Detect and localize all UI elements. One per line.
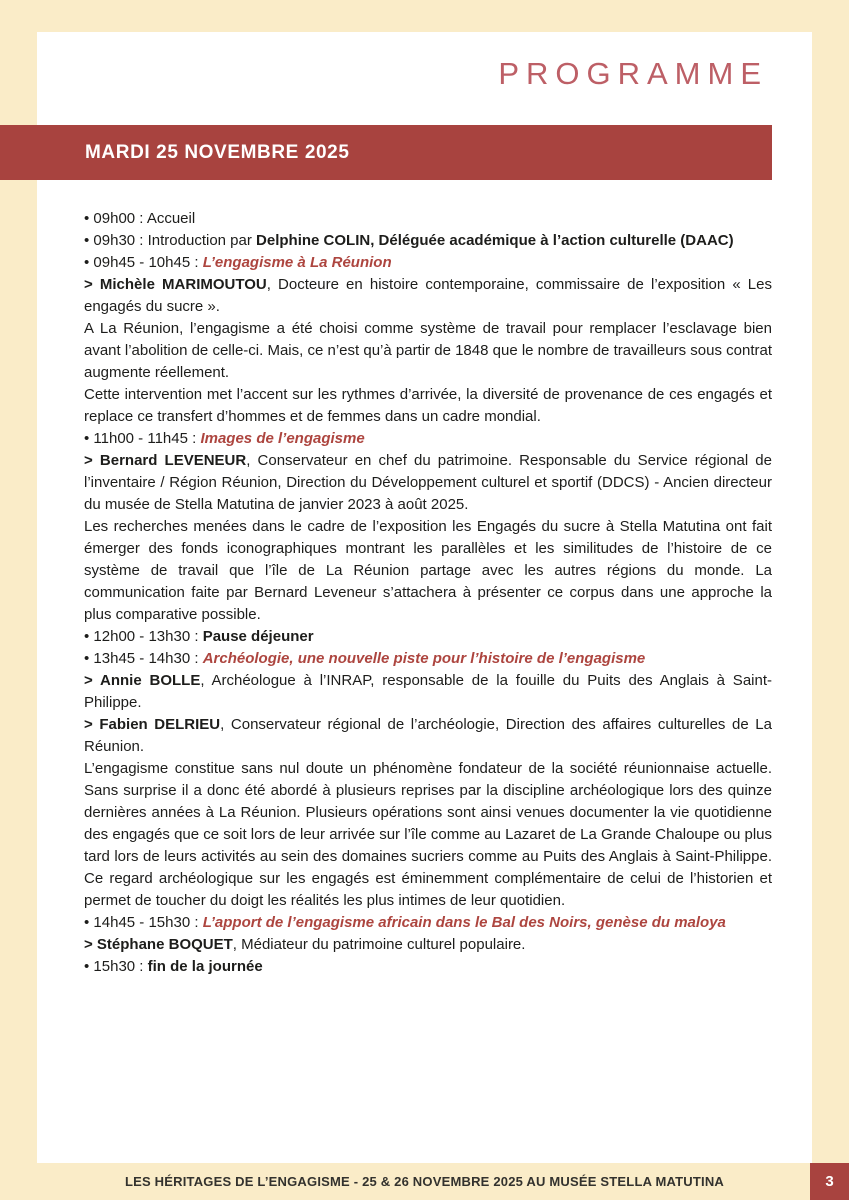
- speaker-role: , Conservateur en chef du patrimoine. Responsable du Service régional de l’inventaire / Région Réunion, Direction du Développement culturel et sportif (DDCS) - Ancien directeur du musée de Stella Matutina de janvier 2023 à août 2025.: [84, 452, 772, 513]
- session-1100-heading: [84, 428, 772, 450]
- schedule-item-1530: [84, 956, 772, 978]
- session-title: L’engagisme à La Réunion: [202, 254, 392, 271]
- session-title: L’apport de l’engagisme africain dans le Bal des Noirs, genèse du maloya: [202, 914, 726, 931]
- session-0945-paragraph: A La Réunion, l’engagisme a été choisi comme système de travail pour remplacer l’esclavage bien avant l’abolition de celle-ci. Mais, ce n’est qu’à partir de 1848 que le nombre de travailleurs sous contrat augmente réellement.: [84, 320, 772, 381]
- schedule-item-0900: [84, 208, 772, 230]
- session-1345-speaker: [84, 714, 772, 758]
- session-1100-speaker: [84, 450, 772, 516]
- item-label: fin de la journée: [147, 958, 263, 975]
- session-time: • 14h45 - 15h30 :: [84, 914, 203, 931]
- session-1345-heading: [84, 648, 772, 670]
- item-speaker-bold: Delphine COLIN, Déléguée académique à l’action culturelle (DAAC): [256, 232, 734, 249]
- page-number-badge: 3: [810, 1163, 849, 1200]
- session-title: Archéologie, une nouvelle piste pour l’histoire de l’engagisme: [202, 650, 646, 667]
- speaker-name: > Annie BOLLE: [84, 672, 201, 689]
- speaker-name: > Michèle MARIMOUTOU: [84, 276, 267, 293]
- session-1345-paragraph: L’engagisme constitue sans nul doute un phénomène fondateur de la société réunionnaise actuelle. Sans surprise il a donc été abordé à plusieurs reprises par la discipline archéologique lors des quinze dernières années à La Réunion. Plusieurs opérations sont ainsi venues documenter la vie quotidienne des engagés que ce soit lors de leur arrivée sur l’île comme au Lazaret de La Grande Chaloupe ou plus tard lors de leurs activités au sein des domaines sucriers comme au Puits des Anglais à Saint-Philippe. Ce regard archéologique sur les engagés est éminemment complémentaire de celui de l’historien et permet de toucher du doigt les réalités les plus intimes de leur quotidien.: [84, 760, 772, 909]
- item-time: • 15h30 :: [84, 958, 148, 975]
- session-1445-speaker: [84, 934, 772, 956]
- item-time: • 12h00 - 13h30 :: [84, 628, 203, 645]
- speaker-role: , Docteure en histoire contemporaine, commissaire de l’exposition « Les engagés du sucre ».: [84, 276, 772, 315]
- speaker-name: > Fabien DELRIEU: [84, 716, 221, 733]
- day-banner-label: MARDI 25 NOVEMBRE 2025: [85, 142, 350, 163]
- session-1345-speaker: [84, 670, 772, 714]
- item-label: Accueil: [146, 210, 196, 227]
- item-time: • 09h00 :: [84, 210, 147, 227]
- speaker-name: > Bernard LEVENEUR: [84, 452, 247, 469]
- schedule-item-1200: [84, 626, 772, 648]
- session-1100-paragraph: Les recherches menées dans le cadre de l’exposition les Engagés du sucre à Stella Matutina ont fait émerger des fonds iconographiques montrant les parallèles et les similitudes de l’histoire de ce système de travail que l’île de La Réunion partage avec les autres régions du monde. La communication faite par Bernard Leveneur s’attachera à présenter ce corpus dans une approche la plus comparative possible.: [84, 518, 772, 623]
- session-0945-speaker: [84, 274, 772, 318]
- speaker-role: , Archéologue à l’INRAP, responsable de la fouille du Puits des Anglais à Saint-Philippe.: [84, 672, 772, 711]
- session-0945-paragraph: Cette intervention met l’accent sur les rythmes d’arrivée, la diversité de provenance de ces engagés et replace ce transfert d’hommes et de femmes dans un cadre mondial.: [84, 386, 772, 425]
- footer-bar: [0, 1163, 849, 1200]
- item-label: Pause déjeuner: [202, 628, 314, 645]
- page-sheet: [37, 32, 812, 1163]
- session-time: • 09h45 - 10h45 :: [84, 254, 203, 271]
- session-time: • 11h00 - 11h45 :: [84, 430, 201, 447]
- page-title: PROGRAMME: [498, 56, 768, 91]
- session-title: Images de l’engagisme: [200, 430, 365, 447]
- session-time: • 13h45 - 14h30 :: [84, 650, 203, 667]
- session-0945-heading: [84, 252, 772, 274]
- speaker-name: > Stéphane BOQUET: [84, 936, 233, 953]
- session-1445-heading: [84, 912, 772, 934]
- speaker-role: , Conservateur régional de l’archéologie, Direction des affaires culturelles de La Réunion.: [84, 716, 772, 755]
- speaker-role: , Médiateur du patrimoine culturel populaire.: [232, 936, 526, 953]
- day-banner: [0, 125, 772, 180]
- schedule-item-0930: [84, 230, 772, 252]
- item-prefix: • 09h30 : Introduction par: [84, 232, 257, 249]
- footer-text: LES HÉRITAGES DE L’ENGAGISME - 25 & 26 NOVEMBRE 2025 AU MUSÉE STELLA MATUTINA: [124, 1174, 725, 1189]
